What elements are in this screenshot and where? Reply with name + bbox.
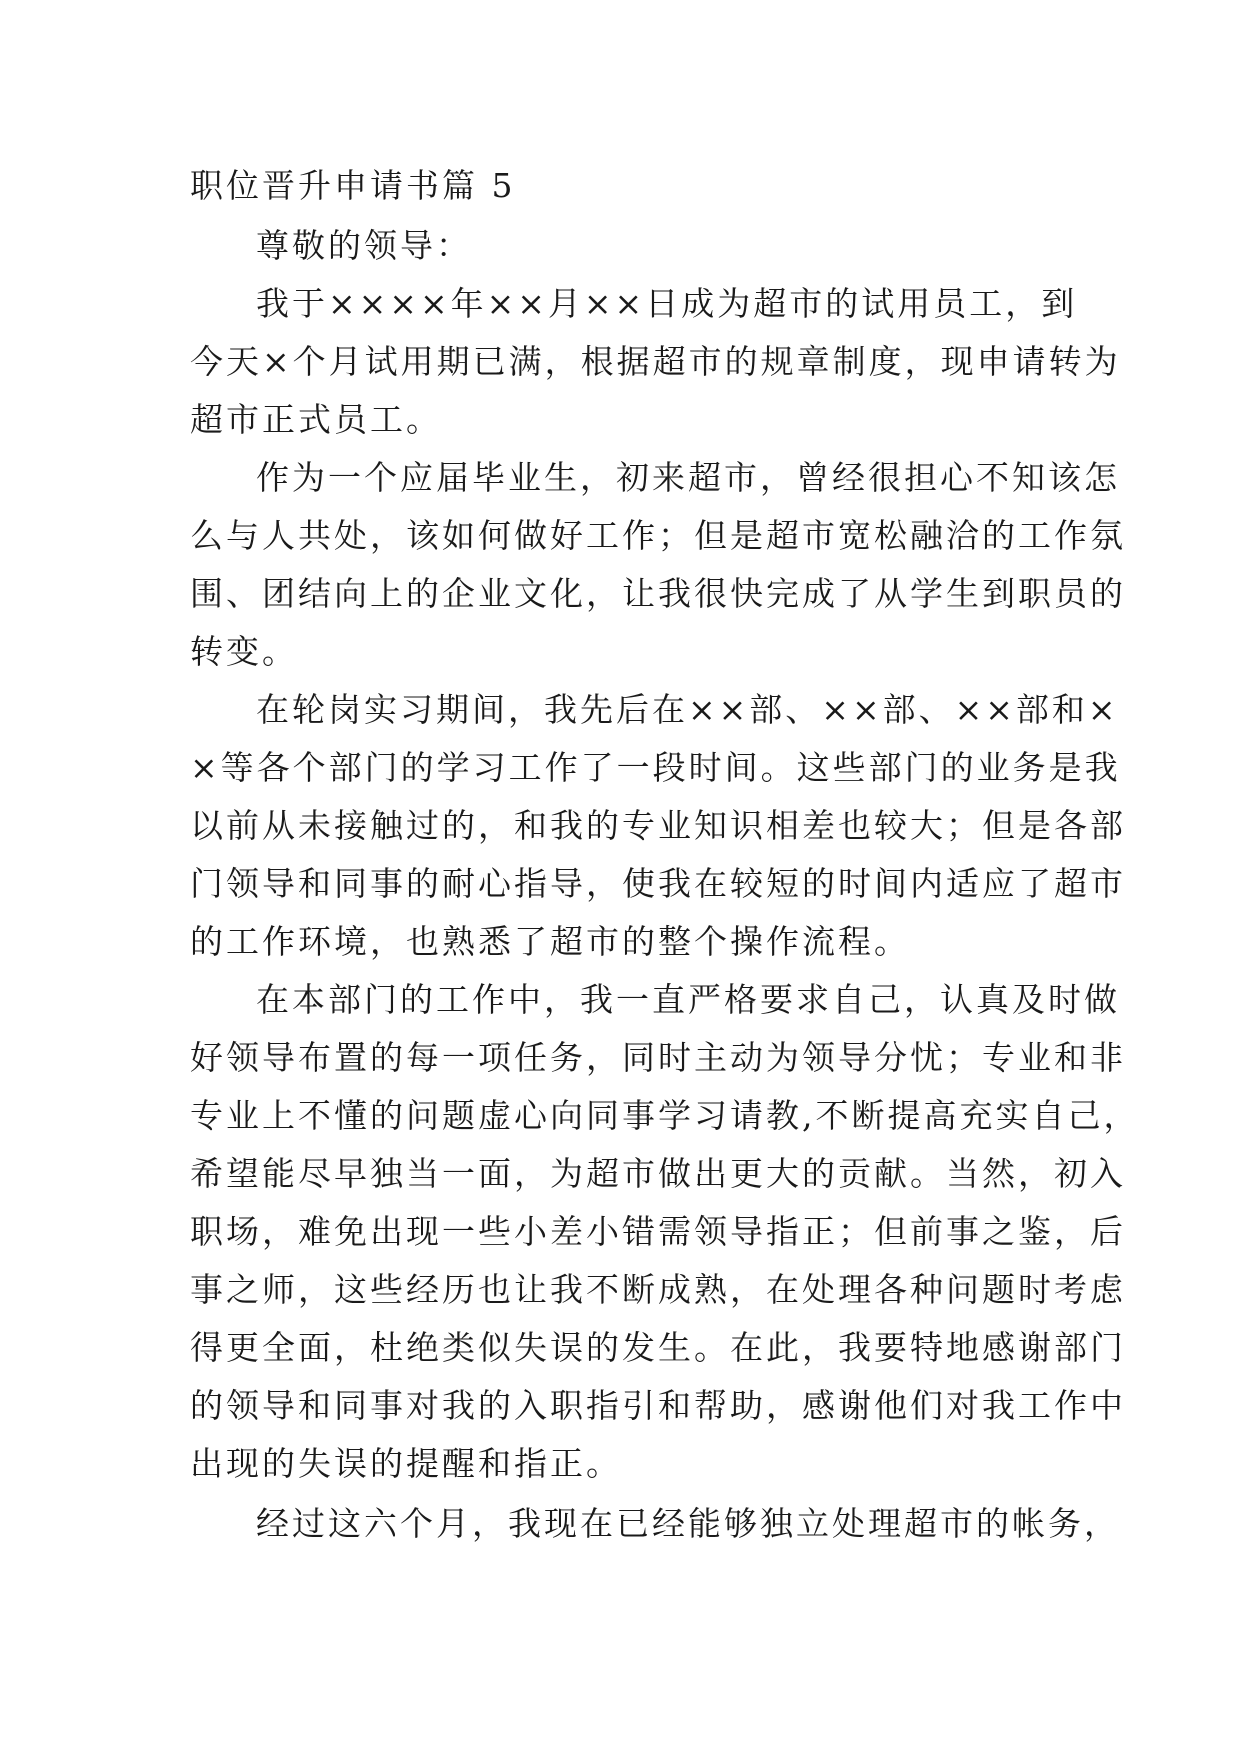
text-line: 专业上不懂的问题虚心向同事学习请教,不断提高充实自己， bbox=[190, 1096, 1140, 1135]
text-line: 的工作环境，也熟悉了超市的整个操作流程。 bbox=[190, 922, 910, 961]
text-line: 么与人共处，该如何做好工作；但是超市宽松融洽的工作氛 bbox=[190, 516, 1126, 555]
document-title: 职位晋升申请书篇 5 bbox=[190, 166, 516, 205]
text-line: 我于××××年××月××日成为超市的试用员工，到 bbox=[256, 284, 1078, 323]
text-line: 好领导布置的每一项任务，同时主动为领导分忧；专业和非 bbox=[190, 1038, 1126, 1077]
text-line: 围、团结向上的企业文化，让我很快完成了从学生到职员的 bbox=[190, 574, 1126, 613]
text-line: 在本部门的工作中，我一直严格要求自己，认真及时做 bbox=[256, 980, 1120, 1019]
text-line: 经过这六个月，我现在已经能够独立处理超市的帐务， bbox=[256, 1504, 1120, 1543]
text-line: 门领导和同事的耐心指导，使我在较短的时间内适应了超市 bbox=[190, 864, 1126, 903]
text-line: 今天×个月试用期已满，根据超市的规章制度，现申请转为 bbox=[190, 342, 1121, 381]
text-line: 出现的失误的提醒和指正。 bbox=[190, 1444, 622, 1483]
text-line: 事之师，这些经历也让我不断成熟，在处理各种问题时考虑 bbox=[190, 1270, 1126, 1309]
salutation: 尊敬的领导： bbox=[256, 226, 472, 265]
text-line: 以前从未接触过的，和我的专业知识相差也较大；但是各部 bbox=[190, 806, 1126, 845]
text-line: 超市正式员工。 bbox=[190, 400, 442, 439]
text-line: 在轮岗实习期间，我先后在××部、××部、××部和× bbox=[256, 690, 1119, 729]
text-line: 得更全面，杜绝类似失误的发生。在此，我要特地感谢部门 bbox=[190, 1328, 1126, 1367]
text-line: 职场，难免出现一些小差小错需领导指正；但前事之鉴，后 bbox=[190, 1212, 1126, 1251]
text-line: 希望能尽早独当一面，为超市做出更大的贡献。当然，初入 bbox=[190, 1154, 1126, 1193]
text-line: 转变。 bbox=[190, 632, 298, 671]
text-line: 作为一个应届毕业生，初来超市，曾经很担心不知该怎 bbox=[256, 458, 1120, 497]
text-line: 的领导和同事对我的入职指引和帮助，感谢他们对我工作中 bbox=[190, 1386, 1126, 1425]
text-line: ×等各个部门的学习工作了一段时间。这些部门的业务是我 bbox=[190, 748, 1121, 787]
